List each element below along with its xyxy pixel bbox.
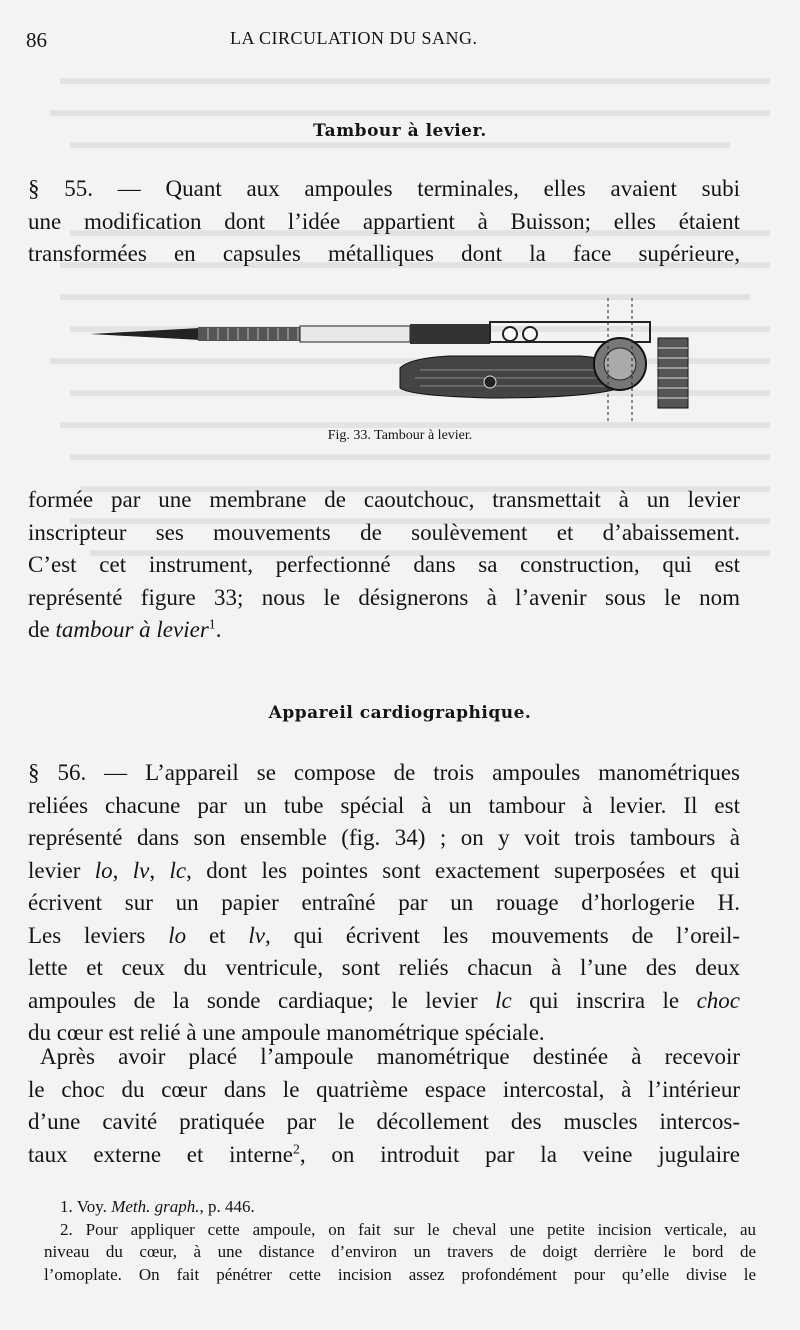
text-span: , — [112, 857, 133, 883]
text-span: ampoules de la sonde cardiaque; le levier — [28, 987, 496, 1013]
italic-term: lv — [248, 922, 266, 948]
text-line: § 55. — Quant aux ampoules terminales, elles avaient subi — [28, 176, 740, 201]
text-line: le choc du cœur dans le quatrième espace intercostal, à l’intérieur — [28, 1076, 740, 1102]
footnote-1 — [44, 1196, 756, 1219]
text-span: levier — [28, 857, 95, 883]
italic-term: lv — [132, 857, 150, 883]
pivot-screw — [503, 327, 517, 341]
text-line: du cœur est relié à une ampoule manométrique spéciale. — [28, 1020, 545, 1045]
text-line: inscripteur ses mouvements de soulèvement et d’abaissement. — [28, 519, 740, 545]
text-span: . — [215, 617, 222, 642]
text-span: , dont les pointes sont exactement superposées et qui — [186, 857, 741, 883]
text-span: , — [149, 857, 170, 883]
section-title-tambour: Tambour à levier. — [313, 121, 487, 141]
italic-term: lc — [169, 857, 187, 883]
drum-capsule — [400, 356, 620, 398]
text-line: représenté dans son ensemble (fig. 34) ; on y voit trois tambours à — [28, 825, 740, 850]
capsule-nozzle — [484, 376, 496, 388]
text-span: et — [186, 922, 249, 948]
text-line — [28, 1139, 740, 1172]
text-line: Après avoir placé l’ampoule manométrique destinée à recevoir — [40, 1044, 740, 1069]
text-line: une modification dont l’idée appartient à Buisson; elles étaient — [28, 208, 740, 234]
page-header — [26, 28, 766, 58]
italic-term: lo — [94, 857, 113, 883]
italic-term: Meth. graph. — [111, 1197, 200, 1216]
paragraph-56-continued — [28, 1041, 740, 1171]
text-line: formée par une membrane de caoutchouc, transmettait à un levier — [28, 487, 740, 512]
text-line: écrivent sur un papier entraîné par un rouage d’horlogerie H. — [28, 890, 740, 915]
text-line — [28, 614, 740, 647]
text-span: qui inscrira le — [511, 987, 697, 1013]
italic-term: lo — [168, 922, 187, 948]
text-line — [28, 985, 740, 1018]
footnote-ref-1: 1 — [208, 616, 216, 632]
text-span: Les leviers — [28, 922, 169, 948]
text-span: , p. 446. — [199, 1197, 255, 1216]
text-line: représenté figure 33; nous le désignerons à l’avenir sous le nom — [28, 584, 740, 610]
paragraph-55-continued — [28, 484, 740, 647]
text-line: § 56. — L’appareil se compose de trois ampoules manométriques — [28, 760, 740, 785]
footnote-2-line: l’omoplate. On fait pénétrer cette incision assez profondément pour qu’elle divise le — [44, 1264, 756, 1284]
text-span: , on introduit par la veine jugulaire — [299, 1141, 740, 1167]
text-line: lette et ceux du ventricule, sont reliés chacun à l’une des deux — [28, 955, 740, 980]
paragraph-56 — [28, 757, 740, 1050]
text-line: transformées en capsules métalliques dont la face supérieure, — [28, 241, 740, 266]
text-line: reliées chacune par un tube spécial à un tambour à levier. Il est — [28, 792, 740, 818]
italic-term: tambour à levier — [55, 617, 209, 642]
italic-term: choc — [696, 987, 740, 1013]
text-line: d’une cavité pratiquée par le décollement des muscles intercos- — [28, 1109, 740, 1134]
section-title-appareil: Appareil cardiographique. — [268, 703, 532, 723]
lever-stylus-tip — [90, 328, 200, 340]
footnotes — [44, 1196, 756, 1286]
text-span: taux externe et interne — [28, 1141, 294, 1167]
text-span: , qui écrivent les mouvements de l’oreil- — [265, 922, 740, 948]
pivot-screw — [523, 327, 537, 341]
lever-sleeve — [300, 326, 410, 342]
text-line — [28, 855, 740, 888]
figure-33-caption: Fig. 33. Tambour à levier. — [327, 428, 473, 443]
figure-33-lever-drum — [90, 298, 710, 428]
footnote-ref-2: 2 — [293, 1140, 300, 1156]
footnote-2-line: niveau du cœur, à une distance d’environ un travers de doigt derrière le bord de — [44, 1242, 756, 1261]
text-line: C’est cet instrument, perfectionné dans sa construction, qui est — [28, 552, 740, 577]
text-span: 1. Voy. — [60, 1197, 112, 1216]
footnote-2-line: 2. Pour appliquer cette ampoule, on fait sur le cheval une petite incision verticale, au — [60, 1219, 756, 1239]
running-title: LA CIRCULATION DU SANG. — [230, 28, 478, 48]
page-number: 86 — [26, 28, 47, 52]
wheel-hub — [604, 348, 636, 380]
italic-term: lc — [495, 987, 512, 1013]
lever-joint — [410, 324, 490, 344]
text-span: de — [28, 617, 56, 642]
paragraph-55 — [28, 173, 740, 271]
text-line — [28, 920, 740, 953]
